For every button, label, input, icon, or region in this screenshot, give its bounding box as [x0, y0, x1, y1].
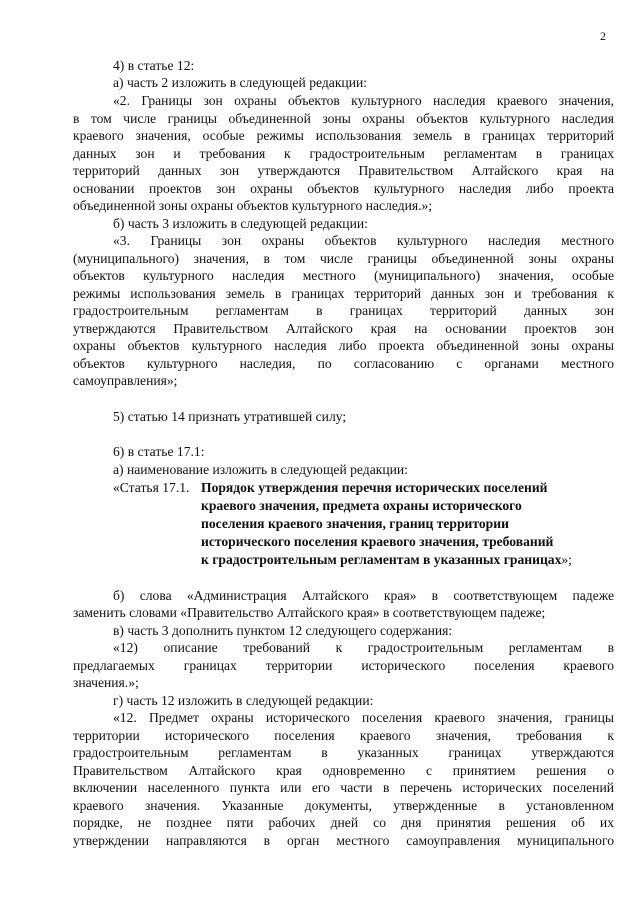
text-line: градостроительным регламентам в указанных границах утверждаются — [73, 745, 614, 760]
quote-end: »; — [561, 552, 572, 567]
text-line: утверждаются Правительством Алтайского края на основании проектов зон — [73, 321, 614, 336]
text-line: самоуправления»; — [73, 373, 178, 388]
article-title-line: Порядок утверждения перечня исторических поселений — [201, 480, 548, 495]
text-line: включении населенного пункта или его части в перечень исторических поселений — [73, 780, 614, 795]
text-line: порядке, не позднее пяти рабочих дней со дня принятия решения об их — [73, 815, 614, 830]
text-line: «12. Предмет охраны исторического поселения краевого значения, границы — [113, 710, 614, 725]
text-line: а) наименование изложить в следующей редакции: — [113, 462, 408, 477]
text-line: в том числе границы объединенной зоны охраны объектов культурного наследия — [73, 111, 614, 126]
text-line: б) слова «Администрация Алтайского края» в соответствующем падеже — [113, 588, 614, 603]
text-line: охраны объектов культурного наследия либо проекта объединенной зоны охраны — [73, 338, 614, 353]
text-line: заменить словами «Правительство Алтайского края» в соответствующем падеже; — [73, 605, 546, 620]
text-line: градостроительным регламентам в границах территорий данных зон — [73, 303, 614, 318]
text-line: объектов культурного наследия, по согласованию с органами местного — [73, 356, 614, 371]
text-line: Правительством Алтайского края одновременно с принятием решения о — [73, 763, 614, 778]
text-line: 5) статью 14 признать утратившей силу; — [113, 409, 347, 424]
text-line: (муниципального) значения, в том числе границы объединенной зоны охраны — [73, 251, 614, 266]
page-number: 2 — [600, 29, 606, 43]
text-line: 4) в статье 12: — [113, 58, 195, 73]
text-line: объектов культурного наследия местного (муниципального) значения, особые — [73, 268, 614, 283]
text-line: режимы использования земель в границах территорий данных зон и требования к — [73, 286, 614, 301]
article-title-last-line — [201, 552, 572, 569]
article-label: «Статья 17.1. — [113, 480, 190, 495]
text-line: объединенной зоны охраны объектов культурного наследия.»; — [73, 198, 433, 213]
text-line: предлагаемых границах территории исторического поселения краевого — [73, 658, 614, 673]
article-title-line: поселения краевого значения, границ территории — [201, 516, 509, 531]
text-line: «2. Границы зон охраны объектов культурного наследия краевого значения, — [113, 93, 614, 108]
article-title-line: к градостроительным регламентам в указанных границах — [201, 552, 562, 567]
text-line: краевого значения, особые режимы использования земель в границах территорий — [73, 128, 614, 143]
text-line: а) часть 2 изложить в следующей редакции: — [113, 75, 368, 90]
text-line: в) часть 3 дополнить пунктом 12 следующего содержания: — [113, 623, 453, 638]
article-title-line: исторического поселения краевого значения, требований — [201, 534, 554, 549]
text-line: «3. Границы зон охраны объектов культурного наследия местного — [113, 233, 614, 248]
article-title-line: краевого значения, предмета охраны исторического — [201, 498, 522, 513]
text-line: «12) описание требований к градостроительным регламентам в — [113, 640, 614, 655]
text-line: основании проектов зон охраны объектов культурного наследия либо проекта — [73, 181, 614, 196]
text-line: территории исторического поселения краевого значения, требования к — [73, 728, 614, 743]
text-line: 6) в статье 17.1: — [113, 444, 205, 459]
text-line: значения.»; — [73, 675, 139, 690]
text-line: г) часть 12 изложить в следующей редакции: — [113, 693, 374, 708]
text-line: б) часть 3 изложить в следующей редакции: — [113, 216, 368, 231]
text-line: территорий данных зон утверждаются Правительством Алтайского края на — [73, 163, 614, 178]
text-line: краевого значения. Указанные документы, утвержденные в установленном — [73, 798, 614, 813]
text-line: утверждении направляются в орган местного самоуправления муниципального — [73, 833, 614, 848]
text-line: данных зон и требования к градостроительным регламентам в границах — [73, 146, 614, 161]
